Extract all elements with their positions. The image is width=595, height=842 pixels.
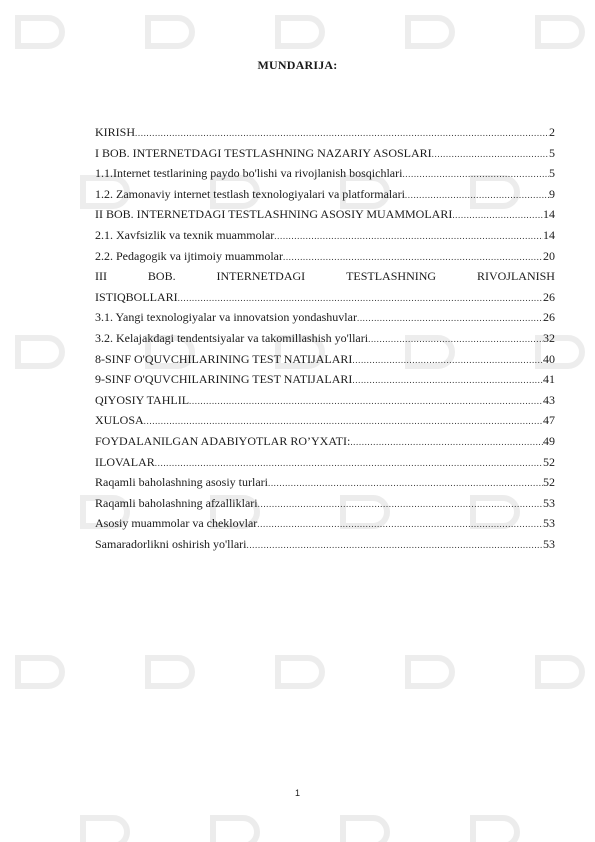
toc-entry-chapter-3-heading[interactable] xyxy=(95,266,555,287)
toc-entry-page: 2 xyxy=(549,125,555,139)
heading-word: RIVOJLANISH xyxy=(476,269,555,284)
toc-entry-section-3-2[interactable] xyxy=(95,328,555,349)
dot-leader xyxy=(268,473,543,494)
toc-entry-label: ISTIQBOLLARI xyxy=(95,289,178,304)
toc-entry-label: ILOVALAR xyxy=(95,454,155,469)
toc-entry-efficiency-ways[interactable] xyxy=(95,534,555,555)
toc-entry-references[interactable] xyxy=(95,431,555,452)
toc-entry-section-2-1[interactable] xyxy=(95,225,555,246)
toc-entry-page: 26 xyxy=(543,310,555,325)
watermark-mark xyxy=(83,818,127,842)
dot-leader xyxy=(350,432,543,453)
watermark-mark xyxy=(408,658,452,686)
toc-entry-page: 20 xyxy=(543,248,555,263)
toc-entry-label: XULOSA xyxy=(95,413,144,428)
dot-leader xyxy=(283,247,543,268)
dot-leader xyxy=(432,144,549,165)
watermark-mark xyxy=(148,658,192,686)
dot-leader xyxy=(452,205,543,226)
toc-entry-label: 3.2. Kelajakdagi tendentsiyalar va takomillashish yo'llari xyxy=(95,330,369,345)
toc-entry-page: 40 xyxy=(543,351,555,366)
toc-entry-label: QIYOSIY TAHLIL xyxy=(95,392,190,407)
toc-entry-label: Raqamli baholashning afzalliklari xyxy=(95,495,258,510)
dot-leader xyxy=(246,535,543,556)
toc-entry-page: 53 xyxy=(543,516,555,531)
watermark-mark xyxy=(343,818,387,842)
toc-entry-section-1-2[interactable] xyxy=(95,184,555,205)
dot-leader xyxy=(405,185,549,206)
heading-word: BOB. xyxy=(147,269,176,284)
heading-word: III xyxy=(95,269,107,284)
dot-leader xyxy=(155,453,543,474)
page-number: 1 xyxy=(294,788,300,798)
watermark-mark xyxy=(213,818,257,842)
toc-entry-page: 43 xyxy=(543,392,555,407)
dot-leader xyxy=(258,494,543,515)
dot-leader xyxy=(352,350,543,371)
toc-entry-page: 5 xyxy=(549,166,555,181)
toc-entry-section-2-2[interactable] xyxy=(95,246,555,267)
toc-entry-label: FOYDALANILGAN ADABIYOTLAR RO’YXATI: xyxy=(95,433,351,448)
toc-entry-label: KIRISH xyxy=(95,125,136,139)
toc-entry-section-1-1[interactable] xyxy=(95,163,555,184)
toc-entry-page: 52 xyxy=(543,475,555,490)
toc-entry-section-3-1[interactable] xyxy=(95,307,555,328)
toc-entry-label: 2.2. Pedagogik va ijtimoiy muammolar xyxy=(95,248,283,263)
watermark-mark xyxy=(18,338,62,366)
toc-entry-label: 3.1. Yangi texnologiyalar va innovatsion yondashuvlar xyxy=(95,310,357,325)
toc-entry-page: 53 xyxy=(543,536,555,551)
toc-entry-conclusion[interactable] xyxy=(95,410,555,431)
toc-entry-page: 53 xyxy=(543,495,555,510)
table-of-contents xyxy=(95,122,555,554)
toc-entry-label: 1.2. Zamonaviy internet testlash texnologiyalari va platformalari xyxy=(95,186,405,201)
dot-leader xyxy=(274,226,543,247)
toc-entry-label: Samaradorlikni oshirish yo'llari xyxy=(95,536,247,551)
dot-leader xyxy=(178,288,543,309)
toc-entry-label xyxy=(95,266,555,287)
watermark-mark xyxy=(538,18,582,46)
toc-entry-label: Asosiy muammolar va cheklovlar xyxy=(95,516,258,531)
toc-entry-appendices[interactable] xyxy=(95,452,555,473)
watermark-mark xyxy=(18,658,62,686)
dot-leader xyxy=(257,514,543,535)
toc-entry-page: 14 xyxy=(543,207,555,222)
toc-entry-chapter-3[interactable] xyxy=(95,287,555,308)
toc-entry-label: 9-SINF O'QUVCHILARINING TEST NATIJALARI xyxy=(95,372,353,387)
toc-entry-assessment-advantages[interactable] xyxy=(95,493,555,514)
toc-entry-label: 2.1. Xavfsizlik va texnik muammolar xyxy=(95,227,275,242)
watermark-mark xyxy=(18,18,62,46)
watermark-mark xyxy=(278,658,322,686)
toc-entry-page: 26 xyxy=(543,289,555,304)
heading-word: INTERNETDAGI xyxy=(216,269,306,284)
toc-entry-page: 41 xyxy=(543,372,555,387)
toc-entry-page: 49 xyxy=(543,433,555,448)
watermark-mark xyxy=(408,18,452,46)
toc-entry-problems-limitations[interactable] xyxy=(95,513,555,534)
dot-leader xyxy=(352,370,543,391)
toc-entry-page: 5 xyxy=(549,145,555,160)
toc-entry-grade-8-results[interactable] xyxy=(95,349,555,370)
toc-entry-label: II BOB. INTERNETDAGI TESTLASHNING ASOSIY MUAMMOLARI xyxy=(95,207,453,222)
dot-leader xyxy=(368,329,543,350)
toc-entry-label: 8-SINF O'QUVCHILARINING TEST NATIJALARI xyxy=(95,351,353,366)
toc-entry-label: Raqamli baholashning asosiy turlari xyxy=(95,475,268,490)
toc-entry-comparative-analysis[interactable] xyxy=(95,390,555,411)
watermark-mark xyxy=(473,818,517,842)
dot-leader xyxy=(357,308,543,329)
page-title: MUNDARIJA: xyxy=(257,58,338,72)
dot-leader xyxy=(144,411,543,432)
watermark-mark xyxy=(538,658,582,686)
toc-entry-label: I BOB. INTERNETDAGI TESTLASHNING NAZARIY ASOSLARI xyxy=(95,145,432,160)
toc-entry-page: 32 xyxy=(543,330,555,345)
toc-entry-page: 52 xyxy=(543,454,555,469)
toc-entry-assessment-types[interactable] xyxy=(95,472,555,493)
toc-entry-chapter-2[interactable] xyxy=(95,204,555,225)
toc-entry-chapter-1[interactable] xyxy=(95,143,555,164)
dot-leader xyxy=(189,391,543,412)
toc-entry-page: 9 xyxy=(549,186,555,201)
toc-entry-page: 47 xyxy=(543,413,555,428)
toc-entry-grade-9-results[interactable] xyxy=(95,369,555,390)
dot-leader xyxy=(135,123,549,144)
toc-entry-page: 14 xyxy=(543,227,555,242)
toc-entry-kirish[interactable] xyxy=(95,122,555,143)
watermark-mark xyxy=(278,18,322,46)
dot-leader xyxy=(402,164,549,185)
toc-entry-label: 1.1.Internet testlarining paydo bo'lishi va rivojlanish bosqichlari xyxy=(95,166,403,181)
heading-word: TESTLASHNING xyxy=(346,269,437,284)
watermark-mark xyxy=(148,18,192,46)
